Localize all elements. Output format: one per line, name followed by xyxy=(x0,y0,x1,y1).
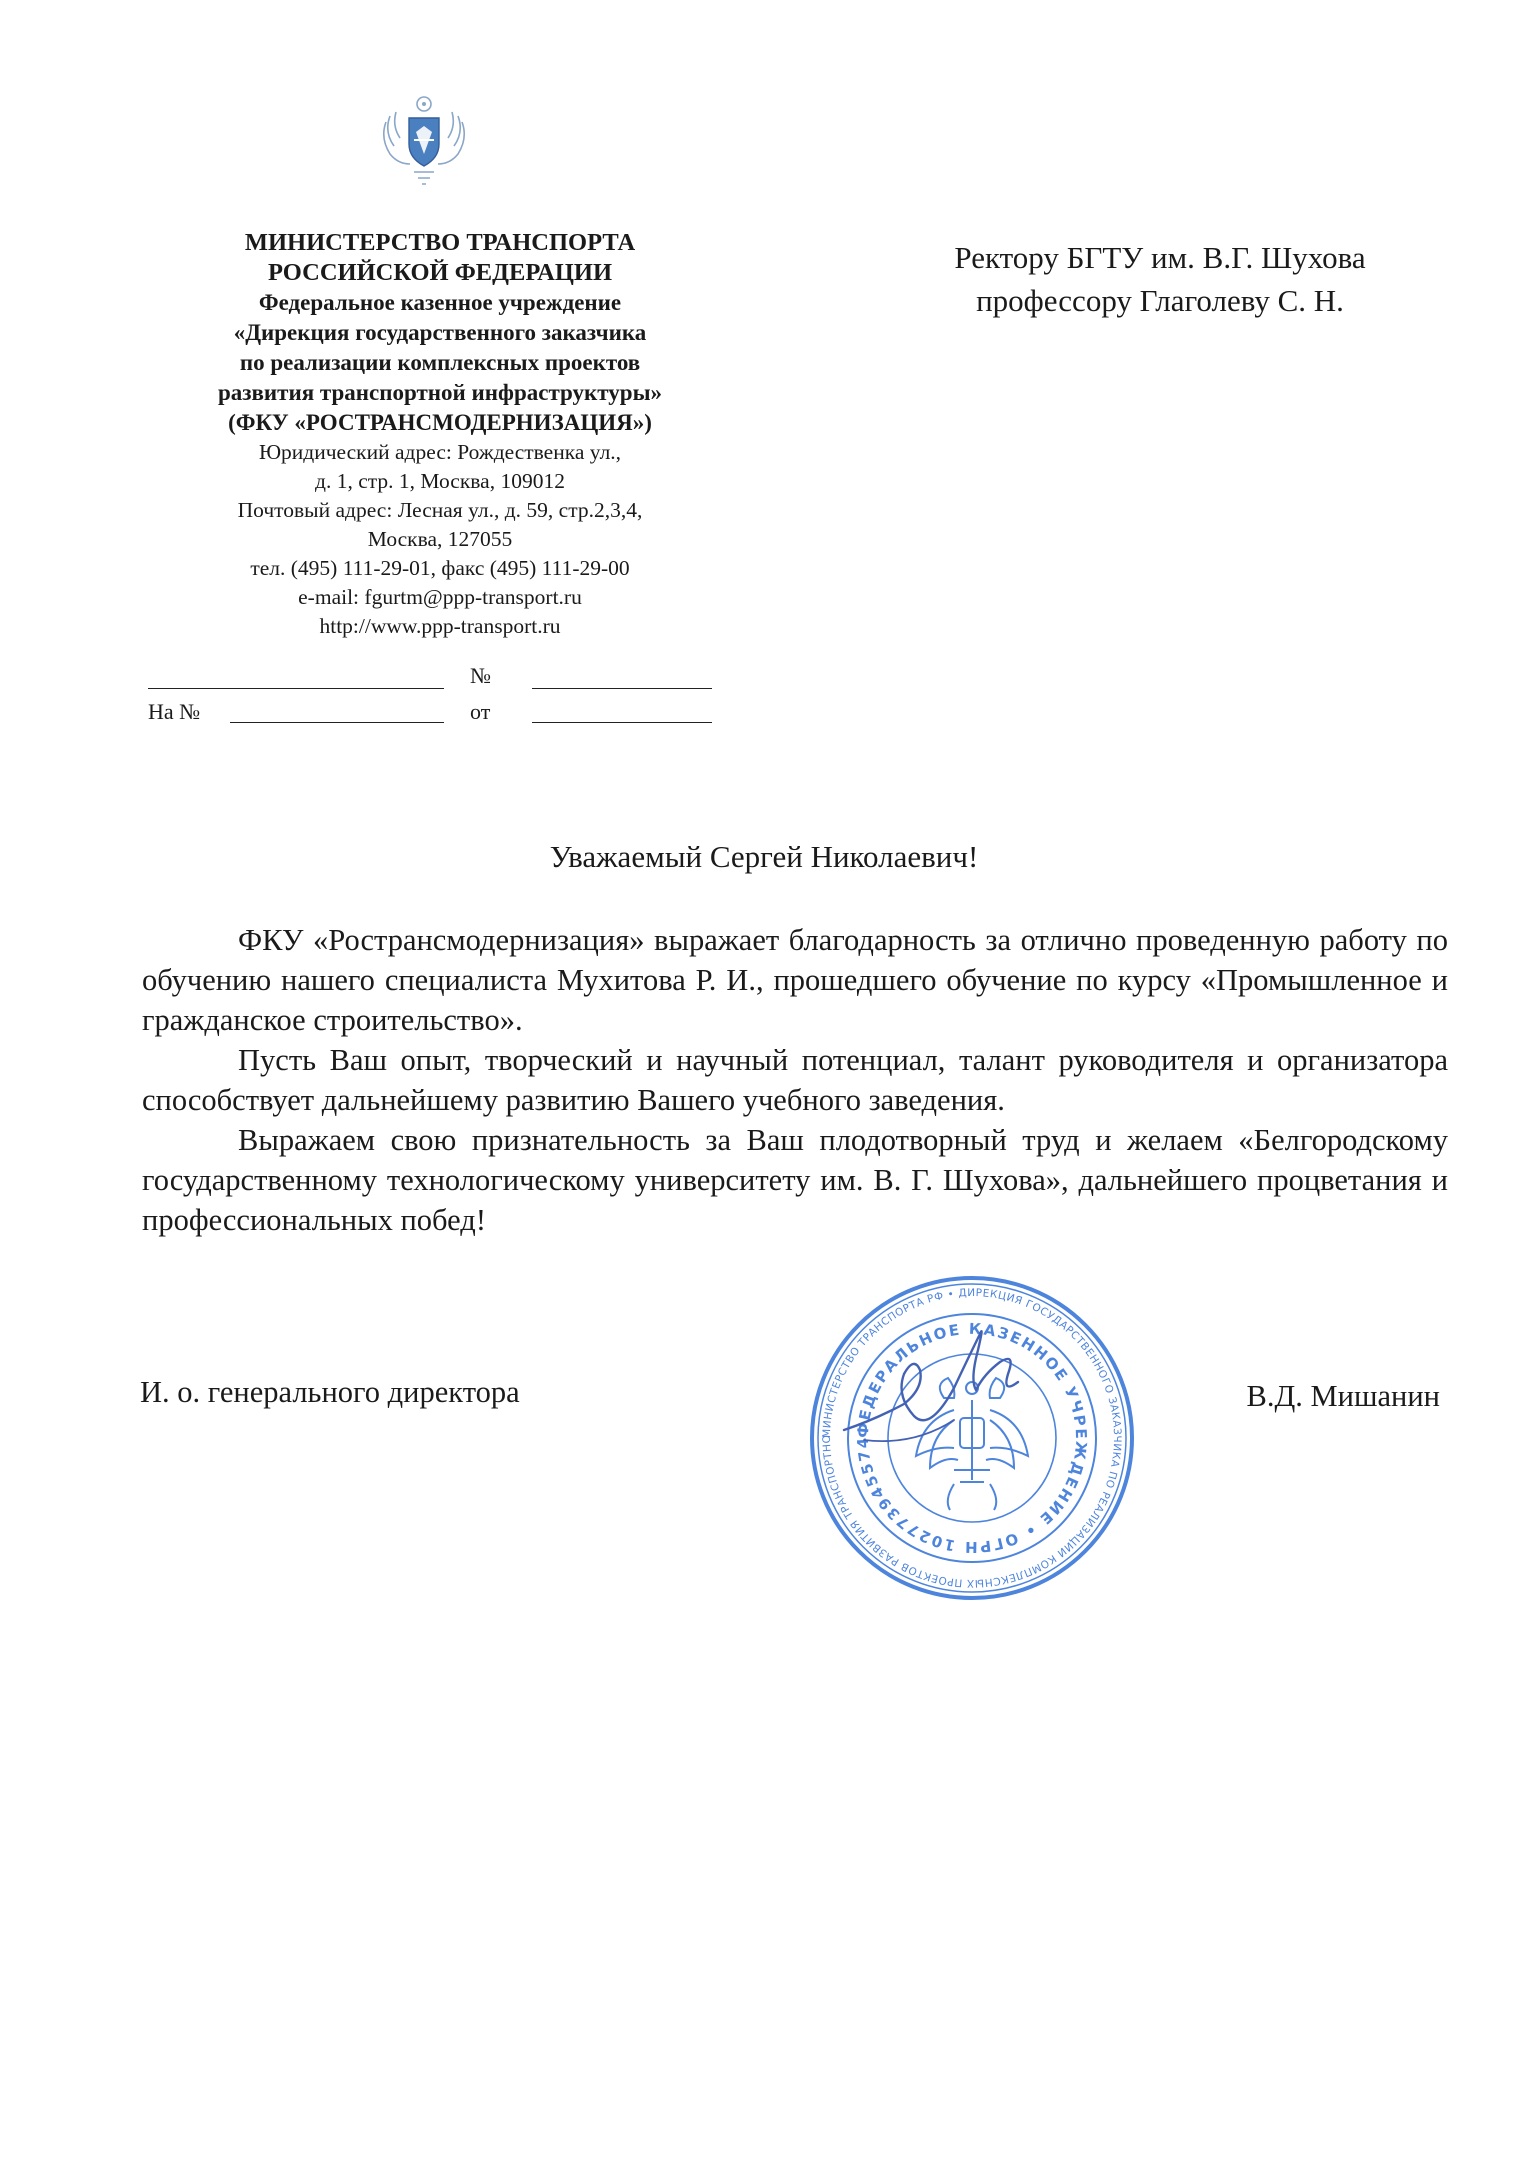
official-stamp xyxy=(804,1270,1140,1606)
org-type-line: Федеральное казенное учреждение xyxy=(258,290,622,315)
addressee-position: Ректору БГТУ им. В.Г. Шухова xyxy=(954,240,1366,275)
body-paragraph: ФКУ «Ространсмодернизация» выражает благодарность за отлично проведенную работу по обучению нашего специалиста Мухитова Р. И., прошедшего обучение по курсу «Промышленное и гражданское строительство». xyxy=(142,923,1448,1037)
postal-address-line: Москва, 127055 xyxy=(367,527,513,551)
stamp-inner-text: ФЕДЕРАЛЬНОЕ КАЗЕННОЕ УЧРЕЖДЕНИЕ • ОГРН 102773945574 xyxy=(853,1319,1091,1557)
org-name-line: МИНИСТЕРСТВО ТРАНСПОРТА xyxy=(244,229,636,256)
org-abbreviation: (ФКУ «РОСТРАНСМОДЕРНИЗАЦИЯ») xyxy=(228,410,652,435)
email-line: e-mail: fgurtm@ppp-transport.ru xyxy=(298,585,582,609)
signer-title: И. о. генерального директора xyxy=(140,1375,520,1409)
stamp-seal-graphic xyxy=(804,1270,1140,1606)
double-headed-eagle-icon xyxy=(916,1378,1028,1510)
reply-number-blank xyxy=(230,722,444,723)
ministry-emblem xyxy=(376,88,472,194)
org-type-line: развития транспортной инфраструктуры» xyxy=(217,380,663,405)
stamp-outer-text: МИНИСТЕРСТВО ТРАНСПОРТА РФ • ДИРЕКЦИЯ ГОСУДАРСТВЕННОГО ЗАКАЗЧИКА ПО РЕАЛИЗАЦИИ КОМПЛЕКСНЫХ ПРОЕКТОВ РАЗВИТИЯ ТРАНСПОРТНО xyxy=(820,1286,1124,1590)
sender-header xyxy=(150,228,730,641)
body-paragraph: Пусть Ваш опыт, творческий и научный потенциал, талант руководителя и организатора способствует дальнейшему развитию Вашего учебного заведения. xyxy=(142,1043,1448,1117)
phone-fax-line: тел. (495) 111-29-01, факс (495) 111-29-00 xyxy=(250,556,630,580)
salutation: Уважаемый Сергей Николаевич! xyxy=(549,839,979,874)
outgoing-date-blank xyxy=(148,688,444,689)
postal-address-line: Почтовый адрес: Лесная ул., д. 59, стр.2,3,4, xyxy=(237,498,643,522)
outgoing-number-blank xyxy=(532,688,712,689)
reg-number-label: № xyxy=(470,663,491,688)
reply-date-blank xyxy=(532,722,712,723)
legal-address-line: д. 1, стр. 1, Москва, 109012 xyxy=(315,469,565,493)
org-type-line: «Дирекция государственного заказчика xyxy=(233,320,647,345)
org-type-line: по реализации комплексных проектов xyxy=(239,350,641,375)
website-line: http://www.ppp-transport.ru xyxy=(319,614,561,638)
reply-to-label: На № xyxy=(148,699,201,724)
from-label: от xyxy=(470,699,491,724)
letter-body xyxy=(142,920,1448,1240)
signer-name: В.Д. Мишанин xyxy=(1246,1379,1440,1413)
addressee-block xyxy=(880,236,1440,322)
legal-address-line: Юридический адрес: Рождественка ул., xyxy=(258,440,622,464)
org-name-line: РОССИЙСКОЙ ФЕДЕРАЦИИ xyxy=(267,259,613,286)
addressee-name: профессору Глаголеву С. Н. xyxy=(976,283,1344,318)
body-paragraph: Выражаем свою признательность за Ваш плодотворный труд и желаем «Белгородскому государственному технологическому университету им. В. Г. Шухова», дальнейшего процветания и профессиональных побед! xyxy=(142,1123,1448,1237)
transport-ministry-emblem-icon xyxy=(376,88,472,194)
